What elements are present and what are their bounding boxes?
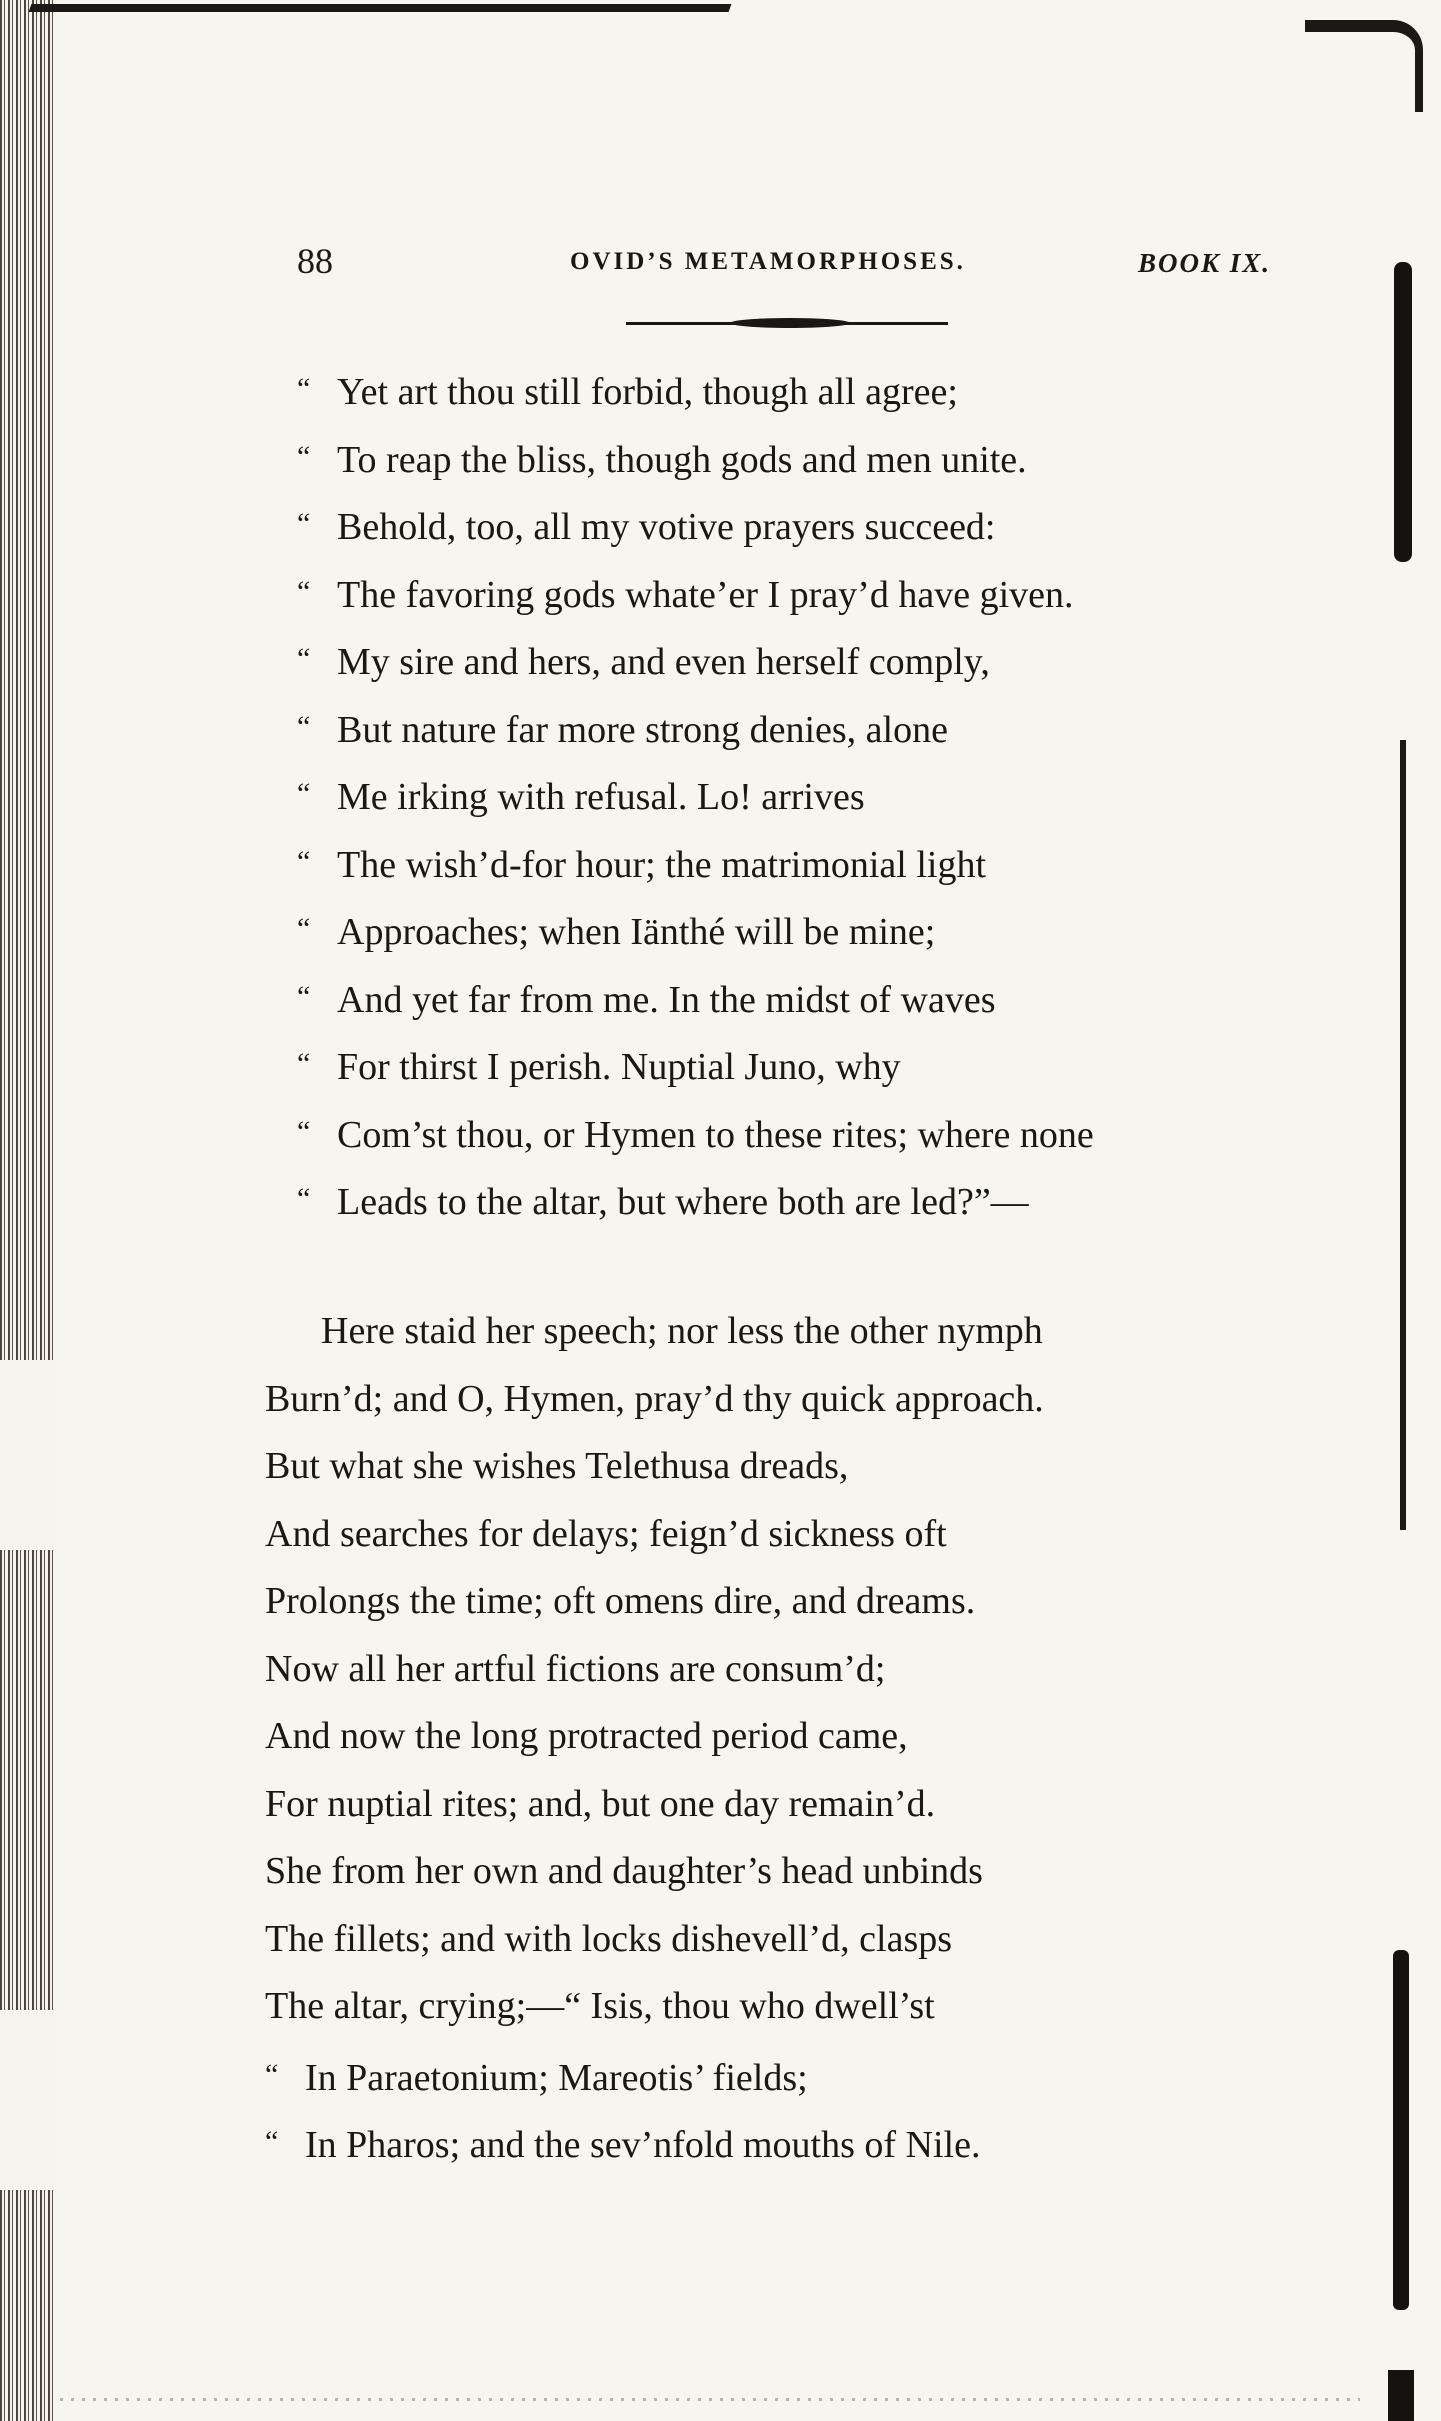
quote-mark: “	[297, 1114, 311, 1148]
verse-line: “ The wish’d-for hour; the matrimonial light	[297, 828, 1094, 896]
running-head	[0, 240, 1441, 290]
quote-mark: “	[297, 709, 311, 743]
verse-line: “ But nature far more strong denies, alone	[297, 693, 1094, 761]
quote-mark: “	[297, 1182, 311, 1215]
verse-line: For nuptial rites; and, but one day remain’d.	[265, 1782, 936, 1825]
header-rule-ornament	[730, 318, 850, 328]
verse-line: “ The favoring gods whate’er I pray’d have given.	[297, 558, 1094, 626]
verse-line: “ And yet far from me. In the midst of waves	[297, 963, 1094, 1031]
scan-mark	[1388, 2370, 1414, 2421]
verse-line: “ Me irking with refusal. Lo! arrives	[297, 760, 1094, 828]
verse-stanza-2	[265, 1298, 1044, 2176]
quote-mark: “	[297, 979, 311, 1013]
verse-line: “ In Pharos; and the sev’nfold mouths of Nile.	[265, 2108, 1044, 2176]
scan-mark	[1393, 1950, 1409, 2310]
verse-line: She from her own and daughter’s head unbinds	[265, 1850, 983, 1892]
verse-line: “ In Paraetonium; Mareotis’ fields;	[265, 2041, 1044, 2109]
verse-line: “ For thirst I perish. Nuptial Juno, why	[297, 1030, 1094, 1098]
quote-mark: “	[297, 642, 311, 675]
scan-mark	[1400, 740, 1406, 1530]
quote-mark: “	[297, 844, 311, 878]
verse-line: The fillets; and with locks dishevell’d, clasps	[265, 1917, 953, 1960]
book-label: BOOK IX.	[1138, 248, 1272, 278]
verse-line: Burn’d; and O, Hymen, pray’d thy quick approach.	[265, 1377, 1044, 1420]
scan-noise	[60, 2398, 1360, 2401]
scan-corner	[1305, 20, 1423, 112]
quote-mark: “	[265, 2057, 279, 2091]
quote-mark: “	[265, 2125, 279, 2158]
verse-line: But what she wishes Telethusa dreads,	[265, 1445, 849, 1487]
verse-line: Now all her artful fictions are consum’d;	[265, 1647, 886, 1690]
scan-mark	[1394, 262, 1412, 562]
verse-line: “ To reap the bliss, though gods and men unite.	[297, 423, 1094, 491]
verse-stanza-1	[297, 355, 1094, 1233]
quote-mark: “	[297, 372, 311, 405]
verse-line: “ Leads to the altar, but where both are led?”—	[297, 1165, 1094, 1233]
verse-line: And searches for delays; feign’d sickness oft	[265, 1512, 947, 1555]
verse-line: Prolongs the time; oft omens dire, and dreams.	[265, 1580, 976, 1622]
quote-mark: “	[297, 912, 311, 945]
quote-mark: “	[297, 439, 311, 473]
verse-line: “ Approaches; when Iänthé will be mine;	[297, 895, 1094, 963]
quote-mark: “	[297, 777, 311, 810]
verse-line: Here staid her speech; nor less the other nymph	[321, 1310, 1043, 1352]
verse-line: “ Yet art thou still forbid, though all agree;	[297, 355, 1094, 423]
verse-line: “ Com’st thou, or Hymen to these rites; where none	[297, 1098, 1094, 1166]
verse-line: And now the long protracted period came,	[265, 1715, 908, 1757]
verse-line: The altar, crying;—“ Isis, thou who dwell’st	[265, 1985, 935, 2027]
page-number: 88	[297, 241, 333, 281]
scan-edge-top	[29, 4, 732, 12]
verse-line: “ My sire and hers, and even herself comply,	[297, 625, 1094, 693]
quote-mark: “	[297, 574, 311, 608]
quote-mark: “	[297, 507, 311, 540]
verse-line: “ Behold, too, all my votive prayers succeed:	[297, 490, 1094, 558]
running-title: OVID’S METAMORPHOSES.	[570, 248, 966, 275]
quote-mark: “	[297, 1047, 311, 1080]
